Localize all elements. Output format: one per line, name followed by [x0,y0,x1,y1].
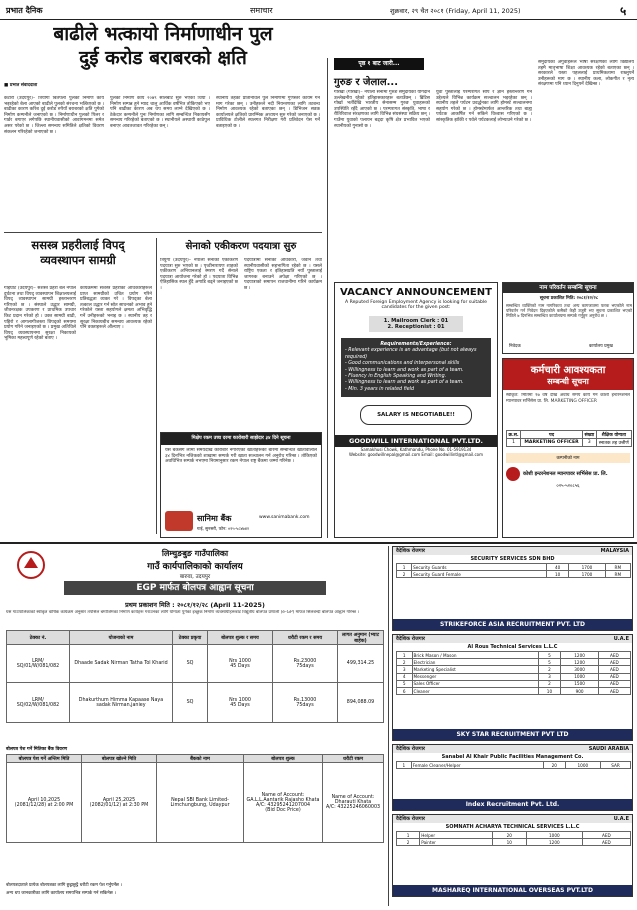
divider [4,232,322,233]
story2-headline-line2: व्यवस्थापन सामग्री [40,253,116,267]
manpower-ad-title: वैदेशिक रोजगार [396,548,425,554]
main-headline-line1: बाढीले भत्कायो निर्माणाधीन पुल [53,23,273,45]
cell-qty: 2 [538,666,561,673]
cell-qual: स्नातक तह उत्तीर्ण [596,439,631,447]
egp-table-1 [6,630,384,723]
col-deposit: धरौटी रकम र समय [273,631,338,645]
divider [327,58,328,538]
office-location: बारुवा, उदयपुर [179,574,211,580]
table-row [397,839,631,846]
story3-headline: सेनाको एकीकरण पदयात्रा सुरु [185,241,297,252]
karmachari-intro: स्वीकृत: मितिमा १७ वर्ष देखि अवधि समय कार्य गर्ने कोशी इन्टरनेशनल म्यानपावर सर्भिसेस प्रा. लि. MARKETING OFFICER [506,393,630,404]
main-story-col1: कटारी (उदयपुर)– त्रियोगा बितपर्ली पुलको निर्माण कार्य भइरहेको बेला आएको बाढीले पुलको संरचना भत्किएको छ । बाढीका कारण करिब दुई करोड रुपैयाँ बराबरको क्षति पुगेको निर्माण कम्पनीले जनाएको छ । निर्माणाधीन पुलको पिलर र गार्डर बगाएर लगेपछि स्थानीयवासीको आवागमनमा समेत असर परेको छ । जिल्ला समन्वय समितिले क्षतिको विवरण संकलन गरिरहेको जनाएको छ । [4,96,104,135]
karmachari-note: कम्पनीको नाम [506,453,630,463]
manpower-ad [392,744,633,811]
notice-title: नाम परिवर्तन सम्बन्धि सूचना [503,283,633,293]
story2-col2: कार्यक्रममा सशस्त्र प्रहरीका अधिकारीहरूले प्राप्त सामग्रीको उचित प्रयोग गरिने प्रतिबद्धता व्यक्त गरे । विपद्का बेला तत्काल उद्धार गर्न स्रोत साधनको अभाव हुने गरेकोले यस्ता सहयोगले क्षमता अभिवृद्धि गर्ने उनीहरूको भनाइ छ । स्थानीय तह र सुरक्षा निकायबीच समन्वय आवश्यक रहेको पनि वक्ताहरूले औंल्याए । [80,286,152,331]
cell-sn: 2 [397,571,412,578]
cell-post: MARKETING OFFICER [521,439,583,447]
manpower-ad-country: MALAYSIA [600,548,629,554]
cell-sn: 2 [397,839,420,846]
cell-currency: AED [582,839,630,846]
karmachari-title: कर्मचारी आवश्यकता [530,365,606,376]
manpower-ad-title: वैदेशिक रोजगार [396,816,425,822]
cell-deposit: Rs.13000 75days [273,683,338,723]
table-row [397,659,631,666]
cell-qty: 5 [538,652,561,659]
vacancy-post-2: 2. Receptionist : 01 [387,324,445,330]
karmachari-ad [502,358,634,538]
manpower-ad-company: MASHAREQ INTERNATIONAL OVERSEAS PVT.LTD [393,885,632,896]
story2-headline-line1: ससस्त्र प्रहरीलाई विपद् [31,238,125,252]
manpower-ad-company: Index Recruitment Pvt. Ltd. [393,799,632,810]
cell-qty: 20 [543,762,565,769]
col-bank-name: बैंकको नाम [157,755,244,763]
vacancy-post-1: 1. Mailroom Clerk : 01 [383,318,449,324]
cell-currency: AED [598,659,630,666]
manpower-ad-country: U.A.E [613,816,629,822]
cell-deposit-account: Name of Account: Dharauti Khata A/C: 43225246060003 [323,763,384,843]
notice-signer: निवेदक [509,344,521,349]
cell-qty: 2 [538,680,561,687]
table-row [397,564,631,571]
table-header-row [7,755,384,763]
cell-salary: 1000 [526,832,582,839]
cell-currency: AED [598,652,630,659]
manpower-ad [392,814,633,897]
manpower-ad-header [393,635,632,643]
cell-project-name: Dhaade Sadak Nirman Tatha Tol Kharid [70,645,173,683]
cell-position: Electrician [412,659,538,666]
cell-estimate: 499,314.25 [338,645,384,683]
cell-sn: 4 [397,673,413,680]
manpower-ad-header [393,745,632,753]
cell-fee: Nrs 1000 45 Days [208,645,273,683]
main-story-col3: स्थानीय तहका प्रतिनिधिले पुल निर्माणमा गुणस्तर कायम गर्न माग गरेका छन् । उनीहरूले नदी नियन्त्रणका लागि तटबन्ध निर्माण आवश्यक रहेको बताएका छन् । डिभिजन सडक कार्यालयले क्षतिको प्रारम्भिक अध्ययन सुरु गरेको जनाएको छ । प्राविधिक टोलीले स्थलगत निरीक्षण गरी प्रतिवेदन पेस गर्ने बताइएको छ । [216,96,320,129]
cell-project-name: Dhakurthum Himma Kapaase Naya sadak Nirman,janiey [70,683,173,723]
cell-salary: 1700 [569,571,605,578]
cell-sn: 1 [397,652,413,659]
karmachari-header [503,359,633,390]
name-change-notice [502,282,634,354]
table-row [507,439,632,447]
byline: ■ प्रभात संवाददाता [4,83,38,88]
cell-bid-fee-account: Name of Account: GA.L.L.Aantarik Rajasho Khata A/C: 43295241207004 (Bid Doc Price) [244,763,323,843]
story2-headline [4,238,152,282]
cell-contract-no: LRM/ SQ/01/W/081/082 [7,645,70,683]
bank-ad-title: मिक्षेप रकम उच्च दरमा कारोबारी साझेदार ३४ दिने सूचना [161,433,321,445]
cell-salary: 1000 [561,673,598,680]
cell-open-date: April 25,2025 (2082/01/12) at 2:30 PM [82,763,157,843]
notice-office-head: कार्यालय प्रमुख [589,344,613,349]
salary-badge: SALARY IS NEGOTIABLE!! [360,405,472,425]
table-row [397,762,631,769]
egp-table2-caption: बोलपत्र पेश गर्ने मितिका बैंक विवरण [6,747,68,752]
manpower-ad-table [396,563,631,578]
manpower-ad-header [393,547,632,555]
manpower-ad-company: SKY STAR RECRUITMENT PVT LTD [393,729,632,740]
col-sn: क्र.स. [507,431,521,439]
col-post: पद [521,431,583,439]
cell-qty: 10 [547,571,569,578]
cell-position: Female Cleaner/Helper [411,762,543,769]
cell-qty: 3 [582,439,596,447]
table-row [7,763,384,843]
cell-position: Sales Officer [412,680,538,687]
egp-intro: यस गाउँपालिकाको स्वीकृत वार्षिक कार्यक्रम अनुसार तपसिल बमोजिमका निर्माण कार्यहरू गराउनका लागि योग्यता पुगेका इच्छुक निर्माण व्यवसायीहरूबाट विद्युतीय बोलपत्र प्रणाली (e-GP) मार्फत सिलबन्दी बोलपत्र आह्वान गरिन्छ । [6,610,359,615]
cell-sn: 6 [397,687,413,694]
req-item: - Willingness to learn and work as part of a team. [345,367,464,373]
cell-currency: AED [598,687,630,694]
table-header-row [507,431,632,439]
cell-sn: 1 [507,439,521,447]
cell-estimate: 894,088.09 [338,683,384,723]
req-item: - Min. 3 years in related field [345,386,415,392]
karmachari-company: कोशी इन्टरनेशनल म्यानपावर सर्भिसेस प्रा. लि. [523,471,608,478]
vacancy-company: GOODWILL INTERNATIONAL PVT.LTD. [335,435,497,447]
cell-qty: 20 [492,832,526,839]
manpower-ad-company: STRIKEFORCE ASIA RECRUITMENT PVT. LTD [393,619,632,630]
page-date: शुक्रवार, २९ चैत २०८१ (Friday, April 11, 2025) [390,7,521,15]
page-header [0,0,637,20]
story3-col2: पदयात्रामा सेनाका अधिकारी, जवान तथा स्थानीयवासीको सहभागिता रहेको छ । यसले राष्ट्रिय एकता र इतिहासप्रति नयाँ पुस्तालाई जागरुक बनाउने अपेक्षा गरिएको छ । पदयात्राको समापन राजधानीमा गरिने कार्यक्रम छ । [244,258,322,291]
feature-col2: युवा पुस्तालाई परम्परागत सीप र ज्ञान हस्तान्तरण गर्ने उद्देश्यले विभिन्न कार्यक्रम सञ्चालन भइरहेका छन् । स्थानीय तहले पर्यटन प्रवर्द्धनका लागि होमस्टे सञ्चालनमा सहयोग गरेको छ । होमस्टेमार्फत आन्तरिक तथा बाह्य पर्यटक आकर्षित गर्न सकिने विश्वास गरिएको छ । सांस्कृतिक झाँकी र पर्वले पर्यटकलाई लोभ्याउने गरेको छ । [436,90,532,123]
karmachari-footer [506,467,630,481]
cell-fee: Nrs 1000 45 Days [208,683,273,723]
cell-qty: 40 [547,564,569,571]
main-story-col2: पुलको निर्माण कार्य २०७९ सालबाट सुरु भएको थियो । निर्माण सम्पन्न हुने म्याद चालु आर्थिक वर्षभित्र तोकिएको भए पनि बाढीका कारण अब थप समय लाग्ने देखिएको छ । ठेकेदार कम्पनीले पुनः निर्माणका लागि सम्बन्धित निकायसँग समन्वय गरिरहेको बताएको छ । स्थानीयले अस्थायी काठेपुल बनाएर आवतजावत गरिरहेका छन् । [110,96,210,129]
vacancy-subtitle: A Reputed Foreign Employment Agency is looking for suitable candidates for the given post: [344,300,488,310]
cell-sn: 1 [397,832,420,839]
col-bid-fee-account: बोलपत्र शुल्क [244,755,323,763]
col-process: ठेक्का प्रकृया [173,631,208,645]
cell-currency: SAR [601,762,631,769]
table-row [397,571,631,578]
cell-process: SQ [173,683,208,723]
table-row [397,680,631,687]
cell-submit-date: April 10,2025 (2081/12/28) at 2:00 PM [7,763,82,843]
divider [388,546,389,906]
notice-body: सम्बन्धित व्यक्तिको नाम नागरिकता तथा अन्य कागजातमा फरक भएकोले नाम परिवर्तन गर्न निवेदन दिइएकोले कसैको केही उजुरी भए सूचना प्रकाशित भएको मितिले ७ दिनभित्र सम्बन्धित कार्यालयमा सम्पर्क गर्नुहुन अनुरोध छ । [506,303,632,318]
cell-position: Brick Mason / Mason [412,652,538,659]
manpower-ad-title: वैदेशिक रोजगार [396,746,425,752]
page-number: ५ [620,4,627,18]
col-qual: शैक्षिक योग्यता [596,431,631,439]
manpower-ad-table [396,651,631,695]
vacancy-company-address: Samakhusi Chowk, Kathmandu, Phone No. 01-5919134 [360,447,472,453]
req-item: - Relevant experience is an advantage (but not always required) [345,348,477,360]
cell-salary: 1200 [561,652,598,659]
table-row [7,683,384,723]
table-header-row [7,631,384,645]
cell-currency: AED [598,666,630,673]
feature-tag: पृष्ठ १ बाट जारी... [334,58,424,70]
cell-sn: 2 [397,659,413,666]
manpower-ad-header [393,815,632,823]
table-row [397,666,631,673]
bank-ad-body: यस बैंकसँग लामो समयदेखि कारोबार नगरिएका खाताहरूका बारेमा सम्बन्धित खातावालाले ३४ दिनभित्र नजिकको शाखामा सम्पर्क गरी खाता सञ्चालन गर्न अनुरोध गरिन्छ । तोकिएको अवधिभित्र सम्पर्क नभएमा नियमानुसार रकम नेपाल राष्ट्र बैंकमा जम्मा गरिनेछ । [165,448,317,465]
table-row [7,645,384,683]
feature-col1: गोरखा (गोरखा)– नेपाली सेनामा गुरुङ समुदायको योगदान उल्लेखनीय रहेको इतिहासकारहरू बताउँछन् । ब्रिटिस गोर्खा भर्तीदेखि भारतीय सेनासम्म गुरुङ युवाहरूको उपस्थिति रहँदै आएको छ । परम्परागत संस्कृति, भाषा र रीतिरिवाज संरक्षणका लागि विभिन्न संघसंस्था सक्रिय छन् । गाउँमा युवाको पलायन बढ्दा कृषि क्षेत्र प्रभावित भएको स्थानीयको गुनासो छ । [334,90,430,129]
col-estimate: लागत अनुमान (भ्याट बाहेक) [338,631,384,645]
egp-notice [4,546,386,906]
col-open-date: बोलपत्र खोल्ने मिति [82,755,157,763]
vacancy-ad [334,282,498,538]
col-qty: संख्या [582,431,596,439]
municipality-name: लिम्चुङबुङ गाउँपालिका [161,549,229,558]
cell-position: Cleaner [412,687,538,694]
cell-process: SQ [173,645,208,683]
manpower-ad-employer: SECURITY SERVICES SDN BHD [470,556,555,562]
story2-col1: गाइघाट (उदयपुर)– सशस्त्र प्रहरी बल नेपाल दुर्घटना तथा विपद् व्यवस्थापन शिक्षालयलाई विपद् व्यवस्थापन सामग्री हस्तान्तरण गरिएको छ । संस्थाले उद्धार सामग्री, जीवनरक्षक उपकरण र प्राथमिक उपचार किट प्रदान गरेको हो । उक्त सामग्री बाढी, पहिरो र आगलागीजस्ता विपद्को समयमा प्रयोग गरिने जनाइएको छ । प्रमुख अतिथिले विपद् व्यवस्थापनमा सुरक्षा निकायको भूमिका महत्त्वपूर्ण रहेको बताए । [4,286,76,342]
cell-currency: RM [605,571,630,578]
col-project-name: योजनाको नाम [70,631,173,645]
karmachari-subtitle: सम्बन्धी सूचना [547,377,589,386]
divider [156,238,157,534]
manpower-ad-employer: Al Rous Technical Services L.L.C [467,644,558,650]
cell-salary: 1700 [569,564,605,571]
story3-col1: त्रियुगा (उदयपुर)– नेपाली सेनाको एकीकरण पदयात्रा सुरु भएको छ । पृथ्वीनारायण शाहको एकीकरण अभियानलाई स्मरण गर्दै सेनाले पदयात्रा आयोजना गरेको हो । पदयात्रा विभिन्न ऐतिहासिक स्थल हुँदै अगाडि बढ्ने जनाइएको छ । [160,258,238,291]
karmachari-phone: ०२५-५२०८५६ [556,484,580,490]
cell-qty: 5 [538,659,561,666]
cell-bank-name: Nepal SBI Bank Limited- Limchungbung, Udaypur [157,763,244,843]
col-fee: बोलपत्र शुल्क र समय [208,631,273,645]
cell-position: Security Guard Female [412,571,547,578]
col-contract-no: ठेक्का नं. [7,631,70,645]
cell-currency: AED [582,832,630,839]
cell-position: Helper [420,832,492,839]
req-item: - Good communications and interpersonal skills [345,361,460,367]
bank-name: सानिमा बैंक [197,514,232,523]
table-row [397,687,631,694]
col-submit-date: बोलपत्र पेश गर्ने अन्तिम मिति [7,755,82,763]
cell-position: Marketing Specialist [412,666,538,673]
egp-table-2 [6,754,384,843]
cell-salary: 1000 [565,762,600,769]
table-row [397,652,631,659]
vacancy-title: VACANCY ANNOUNCEMENT [340,287,492,298]
cell-sn: 1 [397,762,412,769]
divider [0,542,637,544]
cell-currency: AED [598,680,630,687]
bank-logo-icon [165,511,193,531]
table-row [397,673,631,680]
manpower-ad-country: U.A.E [613,636,629,642]
cell-qty: 10 [492,839,526,846]
main-story [4,22,322,96]
cell-salary: 900 [561,687,598,694]
cell-currency: RM [605,564,630,571]
vacancy-company-web: Website: goodwillnepal@gmail.com Email: goodwillintl@gmail.com [349,452,483,458]
cell-contract-no: LRM/ SQ/02/W/081/082 [7,683,70,723]
req-item: - Fluency in English Speaking and Writing. [345,374,447,380]
cell-sn: 1 [397,564,412,571]
req-title: Requirements/Experience: [380,342,452,347]
bank-ad [160,432,322,538]
cell-deposit: Rs.23000 75days [273,645,338,683]
cell-sn: 3 [397,666,413,673]
manpower-ads-column [392,546,633,906]
cell-qty: 3 [538,673,561,680]
cell-position: Messenger [412,673,538,680]
cell-position: Security Guards [412,564,547,571]
vacancy-posts [369,316,463,332]
feature-headline: गुरुङ र जेलाल... [334,77,398,88]
cell-currency: AED [598,673,630,680]
cell-salary: 1200 [561,659,598,666]
paper-name: प्रभात दैनिक [6,6,43,15]
manpower-ad-employer: Sanabel Al Khair Public Facilities Management Co. [441,754,584,760]
company-logo-icon [506,467,520,481]
karmachari-table [506,430,632,447]
egp-footer-2: अन्य थप जानकारीका लागि कार्यालय समयभित्र सम्पर्क गर्न सकिनेछ । [6,891,116,896]
office-name: गाउँ कार्यपालिकाको कार्यालय [147,562,243,572]
cell-qty: 10 [538,687,561,694]
manpower-ad-table [396,761,631,769]
manpower-ad-employer: SOMNATH ACHARYA TECHNICAL SERVICES L.L.C [445,824,580,830]
cell-salary: 1200 [526,839,582,846]
manpower-ad-table [396,831,631,846]
manpower-ad [392,634,633,741]
cell-salary: 1500 [561,680,598,687]
cell-sn: 5 [397,680,413,687]
feature-col3: समुदायका अगुवाहरूले भाषा संरक्षणका लागि विद्यालय तहमै मातृभाषा शिक्षा आवश्यक रहेको बताएका छन् । सरकारले यस्ता पहललाई प्राथमिकतामा राख्नुपर्ने उनीहरूको माग छ । स्थानीय कला, लोकगीत र नृत्य संरक्षणमा पनि ध्यान दिनुपर्ने देखिन्छ । [538,60,634,88]
table-row [397,832,631,839]
main-headline-line2: दुई करोड बराबरको क्षति [79,47,247,69]
egp-footer-1: बोलपत्रदाताले प्रत्येक बोलपत्रका लागि छुट्टाछुट्टै धरौटी रकम पेश गर्नुपर्नेछ । [6,883,123,888]
bank-address: गाई, सुनसरी, फोन: ०२५-५८४७४२ [197,526,250,531]
req-item: - Willingness to learn and work as part of a team. [345,380,464,386]
vacancy-requirements [341,338,491,397]
manpower-ad-title: वैदेशिक रोजगार [396,636,425,642]
egp-title: EGP मार्फत बोलपत्र आह्वान सूचना [64,581,326,595]
col-deposit-account: धरौटी रकम [323,755,384,763]
notice-date: सूचना प्रकाशित मिति: २०८१/१२/२८ [539,296,599,301]
cell-salary: 3000 [561,666,598,673]
section-name: समाचार [250,6,273,15]
bank-website[interactable]: www.sanimabank.com [259,515,310,520]
egp-pub-date: प्रथम प्रकाशन मिति : २०८१/१२/२८ (April 11-2025) [125,601,265,609]
cell-position: Painter [420,839,492,846]
manpower-ad-country: SAUDI ARABIA [588,746,629,752]
manpower-ad [392,546,633,631]
